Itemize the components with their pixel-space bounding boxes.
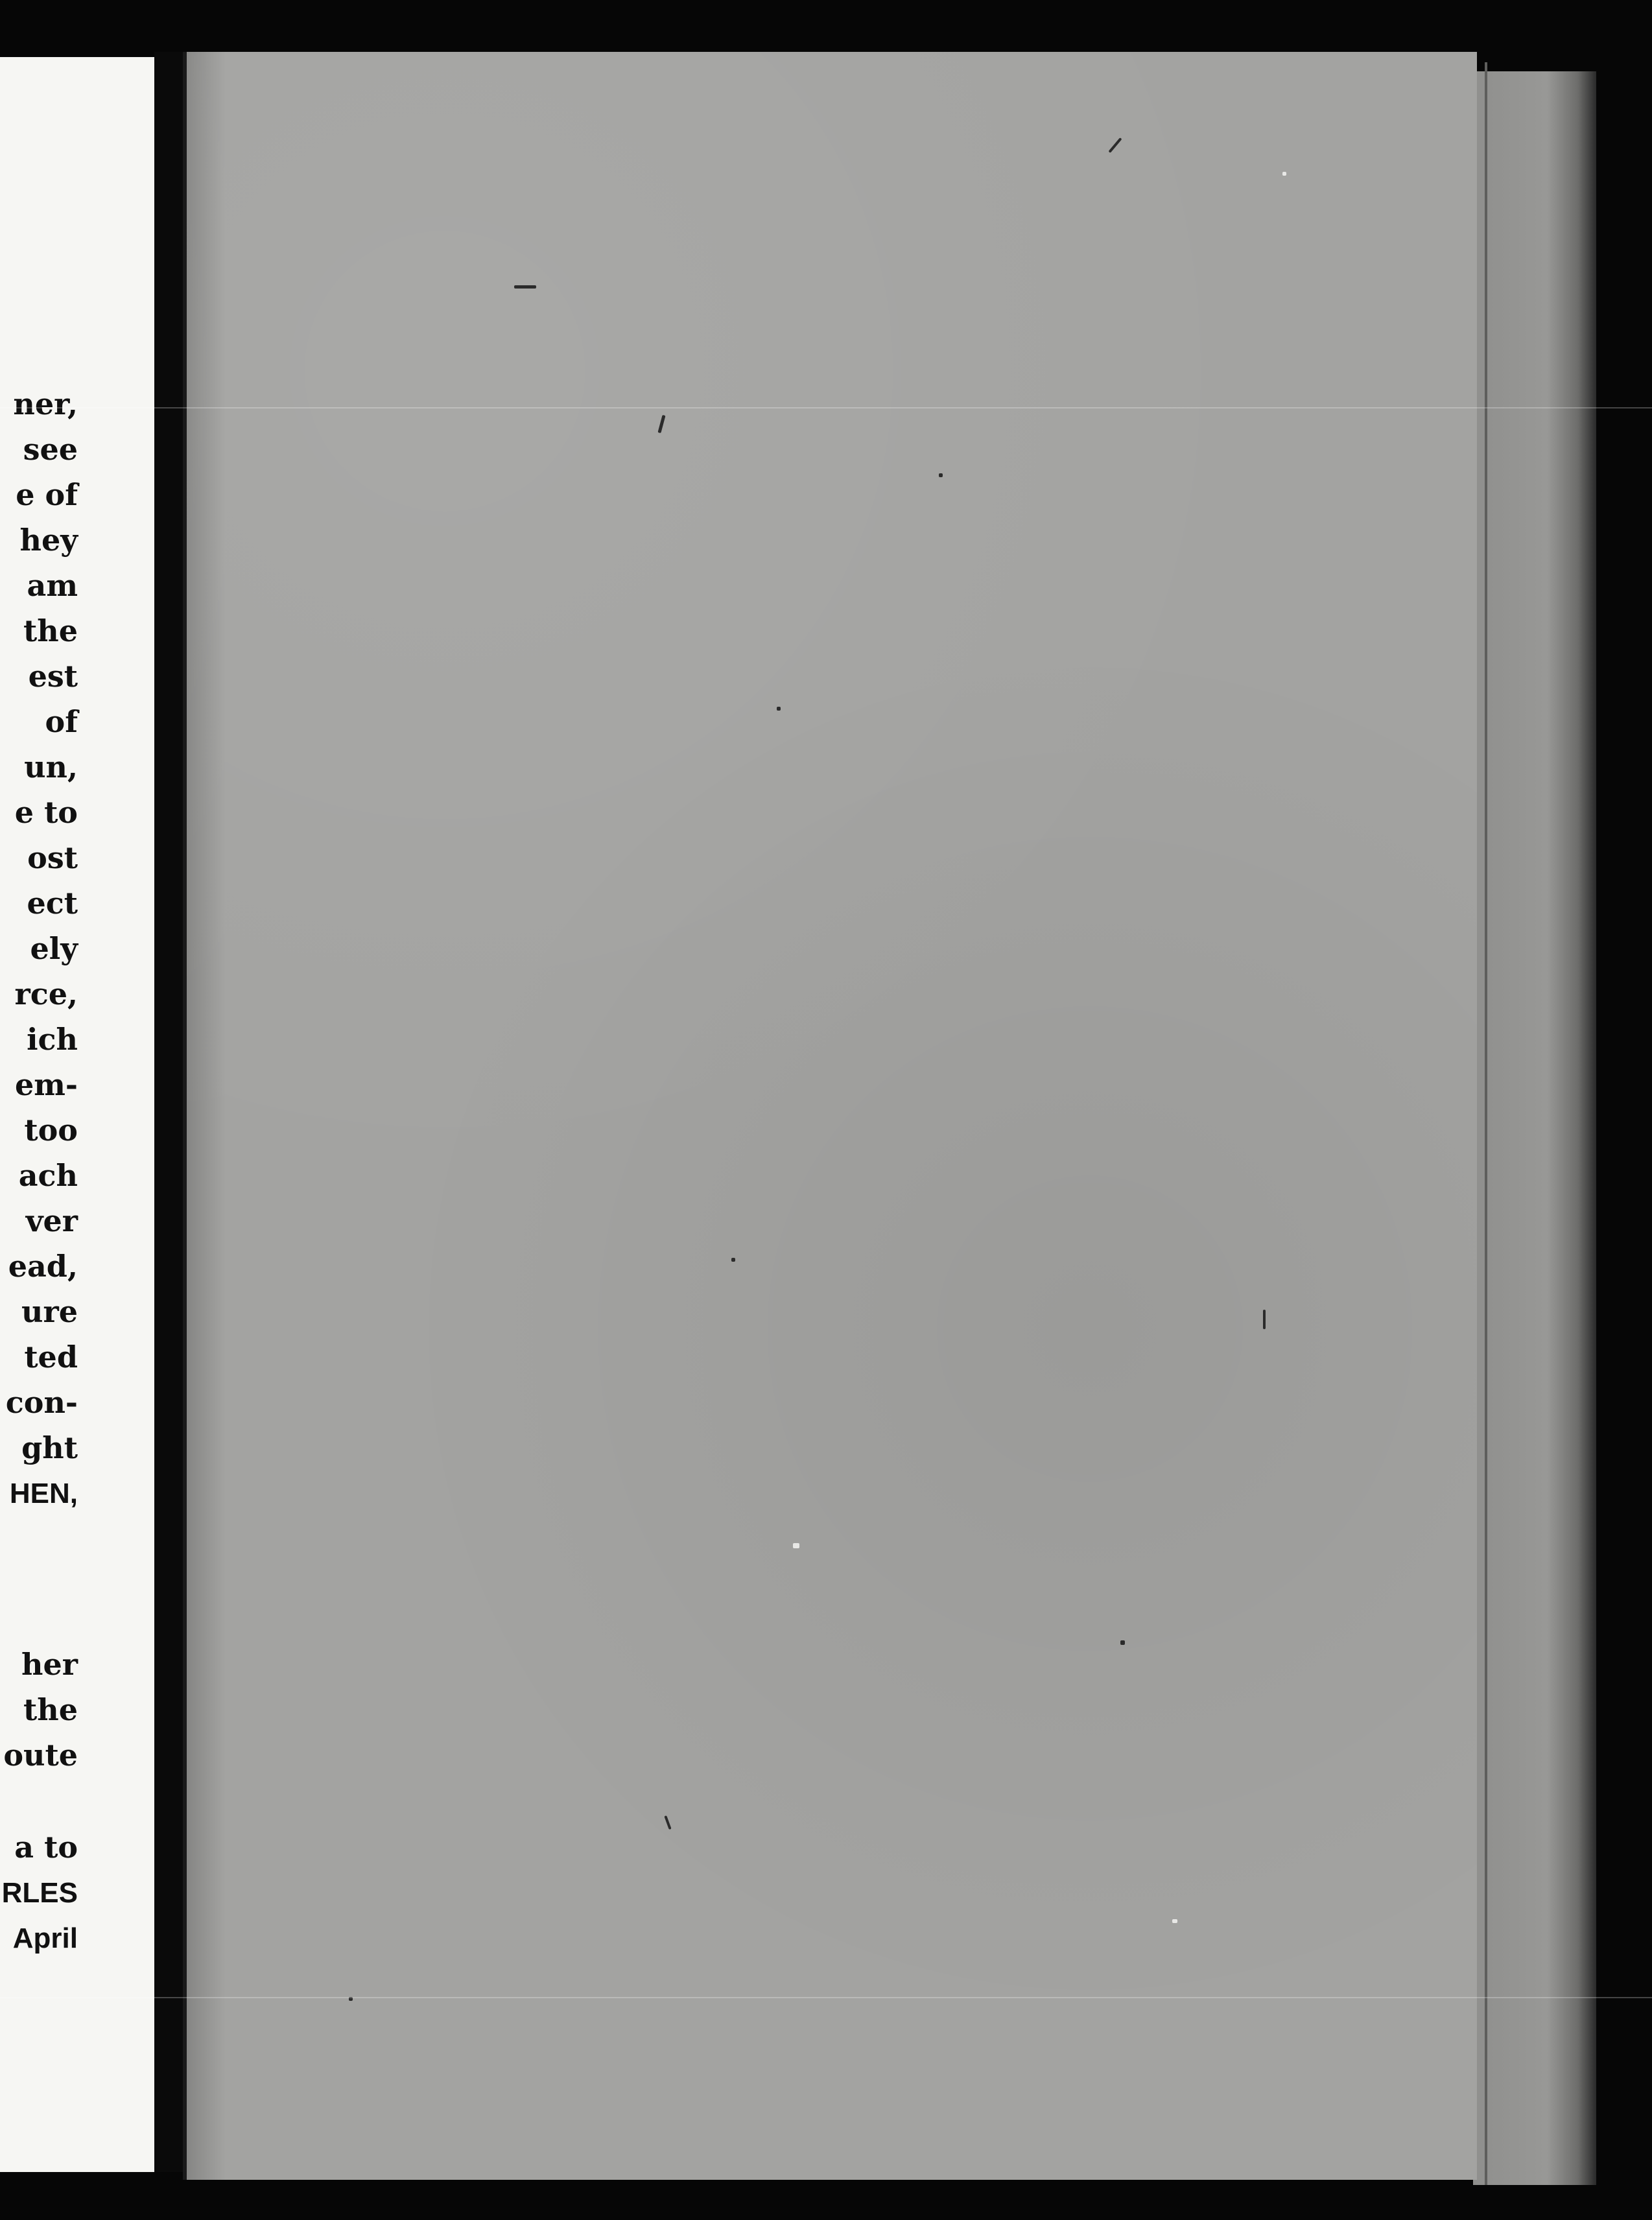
paper-speck <box>664 1815 671 1830</box>
text-line: oute <box>3 1738 78 1773</box>
text-line: e to <box>14 795 78 830</box>
text-line: ted <box>24 1340 78 1375</box>
text-line: too <box>24 1113 78 1148</box>
text-line: un, <box>24 750 78 785</box>
text-line: ich <box>27 1022 78 1057</box>
blank-endpaper-page <box>183 52 1477 2180</box>
paper-speck <box>657 415 665 433</box>
text-line: hey <box>19 523 78 558</box>
book-gutter <box>154 52 187 2172</box>
text-line: e of <box>16 477 78 512</box>
text-line: ead, <box>8 1249 78 1284</box>
paper-speck <box>731 1258 735 1262</box>
page-edge-line <box>1485 62 1487 2185</box>
text-line: HEN, <box>9 1478 78 1509</box>
text-line: ver <box>25 1203 78 1238</box>
text-line: see <box>23 432 78 467</box>
paper-speck <box>1282 172 1286 176</box>
text-line: a to <box>14 1830 78 1865</box>
text-line: rce, <box>14 976 78 1011</box>
paper-speck <box>514 285 536 289</box>
text-line: April <box>12 1922 78 1954</box>
paper-speck <box>1120 1640 1125 1645</box>
scan-artifact-line <box>0 407 1652 408</box>
left-printed-page <box>0 57 154 2172</box>
text-line: ely <box>30 931 78 966</box>
paper-speck <box>1108 137 1122 153</box>
text-line: em- <box>14 1067 78 1102</box>
paper-speck <box>939 473 943 477</box>
page-edge-stack <box>1473 71 1596 2185</box>
paper-speck <box>1172 1919 1177 1923</box>
text-line: the <box>23 613 78 648</box>
scan-artifact-line <box>0 1997 1652 1998</box>
text-line: ost <box>27 840 78 875</box>
text-line: ure <box>21 1294 78 1329</box>
text-line: con- <box>5 1385 78 1420</box>
paper-speck <box>777 707 781 711</box>
paper-speck <box>793 1543 799 1548</box>
text-line: ach <box>18 1158 78 1193</box>
text-line: ner, <box>13 386 78 421</box>
text-line: of <box>45 704 78 739</box>
text-line: RLES <box>1 1877 78 1909</box>
paper-speck <box>1263 1310 1266 1329</box>
text-line: ght <box>21 1430 78 1465</box>
text-line: ect <box>27 886 78 921</box>
text-line: the <box>23 1692 78 1727</box>
text-line: est <box>28 659 78 694</box>
text-line: her <box>21 1647 78 1682</box>
text-line: am <box>27 568 78 603</box>
